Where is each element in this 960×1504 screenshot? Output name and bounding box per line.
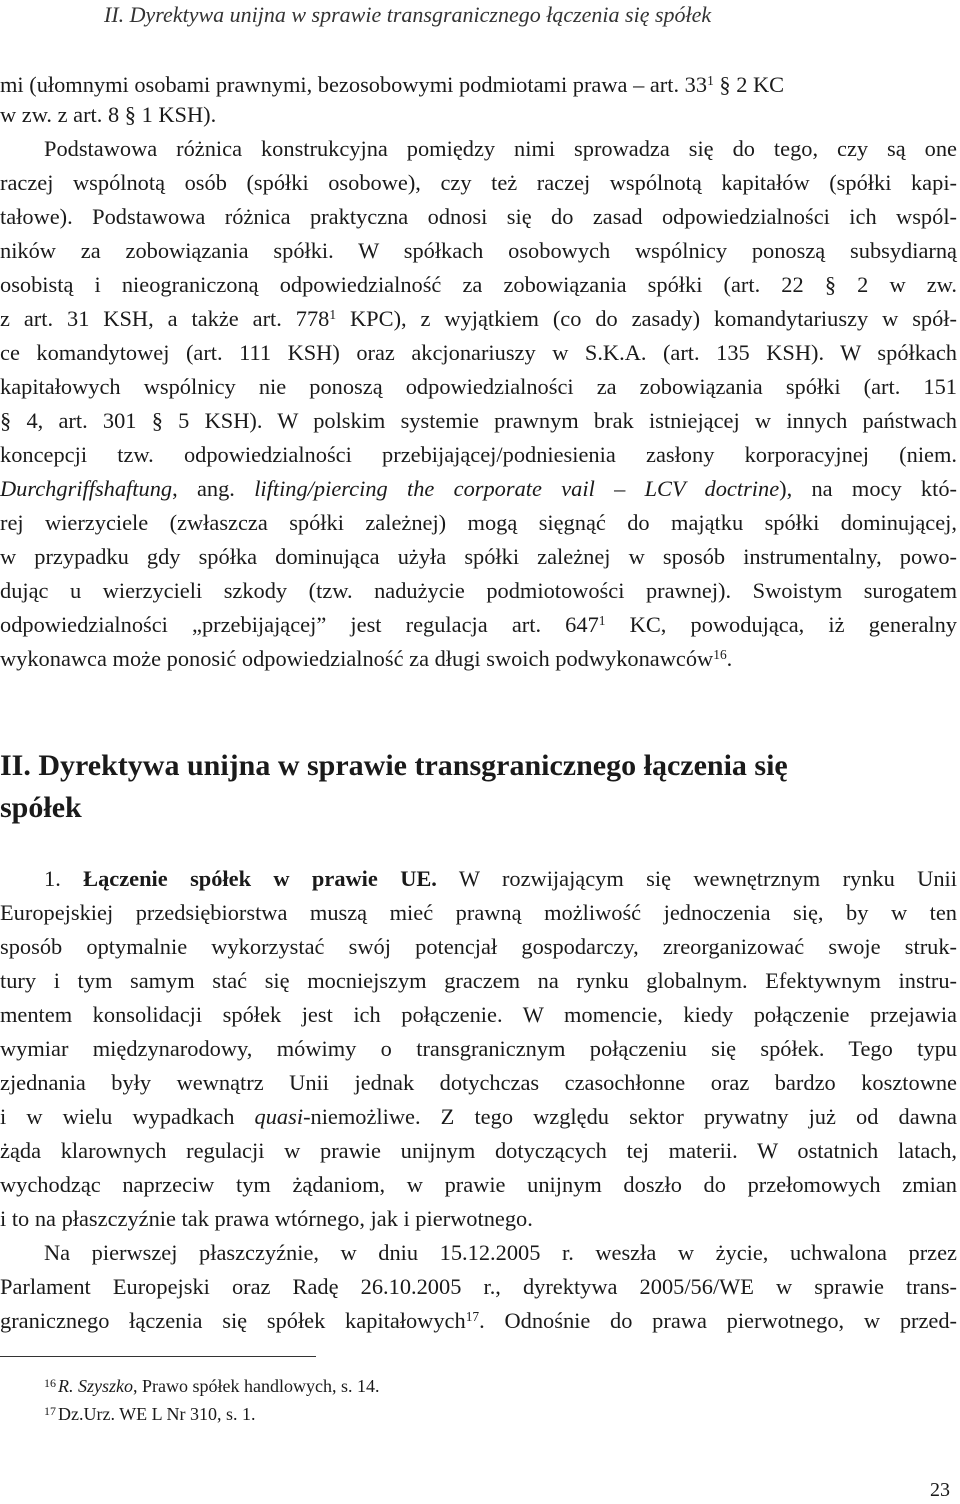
footnote	[44, 1402, 255, 1426]
text-fragment: KPC), z wyjątkiem (co do zasady) komandytariuszy w spół-	[350, 306, 957, 331]
text-line: Europejskiej przedsiębiorstwa muszą mieć prawną możliwość jednoczenia się, by w ten	[0, 900, 957, 925]
section-sign: §	[824, 272, 837, 297]
footnote-number: 16	[44, 1376, 56, 1390]
subsection-title: Łączenie spółek w prawie UE.	[83, 866, 437, 891]
text-fragment: .	[726, 646, 733, 671]
running-header: II. Dyrektywa unijna w sprawie transgranicznego łączenia się spółek	[104, 2, 712, 27]
subsection-number: 1.	[44, 866, 61, 891]
text-line: ników za zobowiązania spółki. W spółkach osobowych wspólnicy ponoszą subsydiarną	[0, 238, 957, 263]
footnote	[44, 1374, 379, 1398]
superscript: 1	[707, 73, 714, 88]
footnote-text: Dz.Urz. WE L Nr 310, s. 1.	[58, 1404, 256, 1424]
text-line: mentem konsolidacji spółek jest ich połączenie. W momencie, kiedy połączenie przejawia	[0, 1002, 957, 1027]
text-fragment: osobistą i nieograniczoną odpowiedzialność za zobowiązania spółki (art. 22	[0, 272, 804, 297]
footnote-text: , Prawo spółek handlowych, s. 14.	[133, 1376, 380, 1396]
text-fragment: w zw. z art. 8	[0, 102, 120, 127]
text-line: koncepcji tzw. odpowiedzialności przebijającej/podniesienia zasłony korporacyjnej (niem.	[0, 442, 957, 467]
text-line: Podstawowa różnica konstrukcyjna pomiędzy nimi sprowadza się do tego, czy są one	[44, 136, 957, 161]
footnote-ref[interactable]: 17	[465, 1309, 480, 1324]
text-line: wychodząc naprzeciw tym żądaniom, w prawie unijnym doszło do przełomowych zmian	[0, 1172, 957, 1197]
text-line: Parlament Europejski oraz Radę 26.10.2005 r., dyrektywa 2005/56/WE w sprawie trans-	[0, 1274, 957, 1299]
text-line: w przypadku gdy spółka dominująca użyła spółki zależnej w sposób instrumentalny, powo-	[0, 544, 957, 569]
text-line	[0, 610, 957, 640]
superscript: 1	[329, 307, 337, 322]
text-fragment: -niemożliwe. Z tego względu sektor prywatny już od dawna	[303, 1104, 957, 1129]
section-sign: §	[719, 72, 731, 97]
text-fragment: W rozwijającym się wewnętrznym rynku Unii	[458, 866, 957, 891]
text-fragment: 5 KSH). W polskim systemie prawnym brak istniejącej w innych państwach	[178, 408, 957, 433]
text-line: sposób optymalnie wykorzystać swój potencjał gospodarczy, zreorganizować swoje struk-	[0, 934, 957, 959]
text-line: raczej wspólnotą osób (spółki osobowe), czy też raczej wspólnotą kapitałów (spółki kapi-	[0, 170, 957, 195]
text-fragment: 1 KSH).	[141, 102, 217, 127]
text-line: dując u wierzycieli szkody (tzw. nadużycie podmiotowości prawnej). Swoistym surogatem	[0, 578, 957, 603]
section-sign: §	[0, 408, 12, 433]
text-line: ce komandytowej (art. 111 KSH) oraz akcjonariuszy w S.K.A. (art. 135 KSH). W spółkach	[0, 340, 957, 365]
text-fragment: i w wielu wypadkach	[0, 1104, 235, 1129]
text-line	[0, 474, 957, 504]
text-line: zjednania były wewnątrz Unii jednak dotychczas czasochłonne oraz bardzo kosztowne	[0, 1070, 957, 1095]
text-line: żąda klarownych regulacji w prawie unijnym dotyczących tej materii. W ostatnich latach,	[0, 1138, 957, 1163]
italic-term: lifting/piercing the corporate vail – LCV doctrine	[254, 476, 780, 501]
text-line	[0, 270, 957, 300]
footnote-number: 17	[44, 1404, 56, 1418]
page-number: 23	[930, 1479, 950, 1501]
text-line	[0, 406, 957, 436]
text-line: tury i tym samym stać się mocniejszym graczem na rynku globalnym. Efektywnym instru-	[0, 968, 957, 993]
text-fragment: . Odnośnie do prawa pierwotnego, w przed-	[479, 1308, 957, 1333]
text-line	[44, 864, 957, 894]
section-sign: §	[124, 102, 136, 127]
text-line: kapitałowych wspólnicy nie ponoszą odpowiedzialności za zobowiązania spółki (art. 151	[0, 374, 957, 399]
text-fragment: 4, art. 301	[26, 408, 137, 433]
italic-term: Durchgriffshaftung	[0, 476, 173, 501]
text-line	[0, 100, 957, 130]
text-fragment: granicznego łączenia się spółek kapitałowych	[0, 1308, 466, 1333]
section-heading: II. Dyrektywa unijna w sprawie transgranicznego łączenia się	[0, 749, 788, 782]
text-fragment: mi (ułomnymi osobami prawnymi, bezosobowymi podmiotami prawa – art. 33	[0, 72, 708, 97]
text-fragment: wykonawca może ponosić odpowiedzialność za długi swoich podwykonawców	[0, 646, 714, 671]
text-fragment: 2 KC	[736, 72, 785, 97]
section-heading-continued: spółek	[0, 791, 82, 824]
text-line	[0, 304, 957, 334]
text-line	[0, 644, 957, 674]
italic-term: quasi	[254, 1104, 304, 1129]
text-line	[0, 1102, 957, 1132]
footnote-ref[interactable]: 16	[713, 647, 727, 662]
text-line: Na pierwszej płaszczyźnie, w dniu 15.12.2005 r. weszła w życie, uchwalona przez	[44, 1240, 957, 1265]
text-fragment: , ang.	[172, 476, 235, 501]
text-fragment: odpowiedzialności „przebijającej” jest regulacja art. 647	[0, 612, 599, 637]
text-line: tałowe). Podstawowa różnica praktyczna odnosi się do zasad odpowiedzialności ich wspól-	[0, 204, 957, 229]
footnote-author: R. Szyszko	[58, 1376, 133, 1396]
text-line: i to na płaszczyźnie tak prawa wtórnego, jak i pierwotnego.	[0, 1206, 533, 1231]
text-fragment: z art. 31 KSH, a także art. 778	[0, 306, 330, 331]
text-fragment: ), na mocy któ-	[779, 476, 958, 501]
text-line	[0, 70, 957, 100]
text-line	[0, 1306, 957, 1336]
superscript: 1	[598, 613, 606, 628]
text-line: rej wierzyciele (zwłaszcza spółki zależnej) mogą sięgnąć do majątku spółki dominującej,	[0, 510, 957, 535]
text-fragment: KC, powodująca, iż generalny	[629, 612, 957, 637]
text-line: wymiar międzynarodowy, mówimy o transgranicznym połączeniu się spółek. Tego typu	[0, 1036, 957, 1061]
section-sign: §	[151, 408, 163, 433]
footnote-separator	[0, 1356, 316, 1357]
text-fragment: 2 w zw.	[857, 272, 957, 297]
